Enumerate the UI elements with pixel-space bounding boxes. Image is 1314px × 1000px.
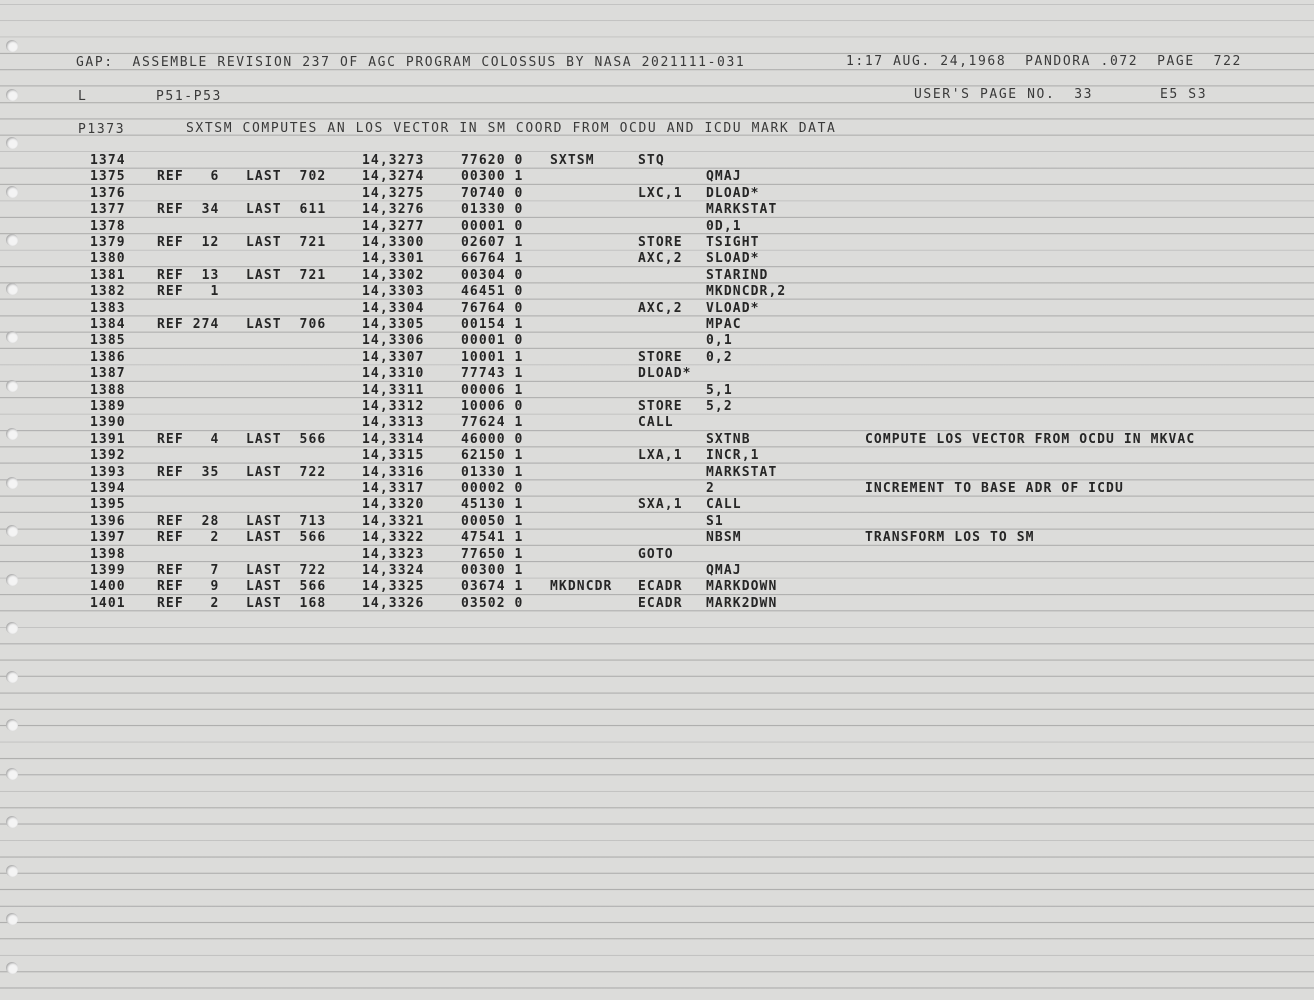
operand: 0,2 — [706, 349, 733, 365]
operand: MKDNCDR,2 — [706, 284, 787, 300]
ref-count: REF 28 — [157, 513, 220, 529]
octal-code: 46451 0 — [461, 284, 524, 300]
octal-code: 00050 1 — [461, 513, 524, 529]
ref-count: REF 4 — [157, 431, 220, 447]
operand: 2 — [706, 481, 715, 496]
ref-count: REF 274 — [157, 317, 220, 332]
line-number: 1389 — [90, 399, 126, 414]
line-number: 1376 — [90, 185, 126, 201]
line-number: 1397 — [90, 530, 126, 546]
last-ref: LAST 722 — [246, 464, 327, 480]
ref-count: REF 13 — [157, 267, 220, 283]
operand: STARIND — [706, 267, 769, 283]
address: 14,3305 — [362, 317, 425, 332]
octal-code: 76764 0 — [461, 300, 524, 316]
ref-count: REF 7 — [157, 563, 220, 578]
operand: 5,2 — [706, 399, 733, 414]
address: 14,3306 — [362, 333, 425, 349]
octal-code: 01330 1 — [461, 464, 524, 480]
address: 14,3310 — [362, 366, 425, 382]
octal-code: 70740 0 — [461, 185, 524, 201]
opcode: DLOAD* — [638, 366, 692, 382]
opcode: SXA,1 — [638, 497, 683, 513]
octal-code: 00154 1 — [461, 317, 524, 332]
last-ref: LAST 611 — [246, 202, 327, 218]
header-line-2-left: L — [78, 89, 88, 104]
address: 14,3314 — [362, 431, 425, 447]
opcode: LXA,1 — [638, 448, 683, 464]
line-number: 1393 — [90, 464, 126, 480]
table-row — [0, 482, 1314, 498]
address: 14,3301 — [362, 251, 425, 267]
operand: QMAJ — [706, 169, 742, 185]
line-number: 1400 — [90, 579, 126, 595]
octal-code: 66764 1 — [461, 251, 524, 267]
ref-count: REF 1 — [157, 284, 220, 300]
address: 14,3321 — [362, 513, 425, 529]
operand: MARKSTAT — [706, 464, 778, 480]
line-number: 1391 — [90, 431, 126, 447]
ref-count: REF 34 — [157, 202, 220, 218]
feed-hole — [6, 962, 18, 974]
table-row — [0, 203, 1314, 219]
operand: MARKDOWN — [706, 579, 778, 595]
address: 14,3304 — [362, 300, 425, 316]
table-row — [0, 564, 1314, 580]
opcode: LXC,1 — [638, 185, 683, 201]
opcode: STQ — [638, 153, 665, 168]
operand: MARKSTAT — [706, 202, 778, 218]
last-ref: LAST 168 — [246, 595, 327, 611]
table-row — [0, 285, 1314, 301]
line-number: 1375 — [90, 169, 126, 185]
comment: INCREMENT TO BASE ADR OF ICDU — [865, 481, 1124, 496]
opcode: CALL — [638, 415, 674, 431]
opcode: STORE — [638, 235, 683, 250]
table-row — [0, 384, 1314, 400]
address: 14,3316 — [362, 464, 425, 480]
feed-hole — [6, 719, 18, 731]
octal-code: 62150 1 — [461, 448, 524, 464]
feed-hole — [6, 89, 18, 101]
operand: 0,1 — [706, 333, 733, 349]
octal-code: 00300 1 — [461, 563, 524, 578]
operand: S1 — [706, 513, 724, 529]
address: 14,3312 — [362, 399, 425, 414]
feed-hole — [6, 622, 18, 634]
operand: SXTNB — [706, 431, 751, 447]
line-number: 1392 — [90, 448, 126, 464]
address: 14,3277 — [362, 218, 425, 234]
operand: QMAJ — [706, 563, 742, 578]
table-row — [0, 220, 1314, 236]
address: 14,3275 — [362, 185, 425, 201]
address: 14,3323 — [362, 546, 425, 562]
octal-code: 00001 0 — [461, 333, 524, 349]
address: 14,3326 — [362, 595, 425, 611]
operand: 0D,1 — [706, 218, 742, 234]
table-row — [0, 400, 1314, 416]
line-number: 1390 — [90, 415, 126, 431]
line-number: 1380 — [90, 251, 126, 267]
operand: SLOAD* — [706, 251, 760, 267]
last-ref: LAST 702 — [246, 169, 327, 185]
last-ref: LAST 566 — [246, 579, 327, 595]
octal-code: 00001 0 — [461, 218, 524, 234]
table-row — [0, 351, 1314, 367]
operand: DLOAD* — [706, 185, 760, 201]
address: 14,3300 — [362, 235, 425, 250]
last-ref: LAST 721 — [246, 235, 327, 250]
header-line-3-title: SXTSM COMPUTES AN LOS VECTOR IN SM COORD FROM OCDU AND ICDU MARK DATA — [186, 121, 837, 136]
table-row — [0, 236, 1314, 252]
feed-hole — [6, 865, 18, 877]
feed-hole — [6, 137, 18, 149]
table-row — [0, 433, 1314, 449]
operand: NBSM — [706, 530, 742, 546]
feed-hole — [6, 671, 18, 683]
table-row — [0, 154, 1314, 170]
table-row — [0, 252, 1314, 268]
operand: MARK2DWN — [706, 595, 778, 611]
line-number: 1385 — [90, 333, 126, 349]
header-page-code: E5 S3 — [1160, 87, 1208, 102]
opcode: STORE — [638, 399, 683, 414]
line-number: 1374 — [90, 153, 126, 168]
octal-code: 01330 0 — [461, 202, 524, 218]
address: 14,3325 — [362, 579, 425, 595]
operand: INCR,1 — [706, 448, 760, 464]
octal-code: 77620 0 — [461, 153, 524, 168]
address: 14,3317 — [362, 481, 425, 496]
address: 14,3313 — [362, 415, 425, 431]
octal-code: 77624 1 — [461, 415, 524, 431]
feed-hole — [6, 768, 18, 780]
opcode: AXC,2 — [638, 251, 683, 267]
line-number: 1377 — [90, 202, 126, 218]
opcode: GOTO — [638, 546, 674, 562]
ref-count: REF 12 — [157, 235, 220, 250]
address: 14,3315 — [362, 448, 425, 464]
octal-code: 00304 0 — [461, 267, 524, 283]
address: 14,3303 — [362, 284, 425, 300]
octal-code: 00300 1 — [461, 169, 524, 185]
operand: MPAC — [706, 317, 742, 332]
last-ref: LAST 706 — [246, 317, 327, 332]
line-number: 1394 — [90, 481, 126, 496]
octal-code: 03502 0 — [461, 595, 524, 611]
table-row — [0, 334, 1314, 350]
last-ref: LAST 713 — [246, 513, 327, 529]
octal-code: 02607 1 — [461, 235, 524, 250]
address: 14,3307 — [362, 349, 425, 365]
opcode: ECADR — [638, 579, 683, 595]
opcode: ECADR — [638, 595, 683, 611]
address: 14,3274 — [362, 169, 425, 185]
last-ref: LAST 721 — [246, 267, 327, 283]
address: 14,3302 — [362, 267, 425, 283]
octal-code: 45130 1 — [461, 497, 524, 513]
table-row — [0, 416, 1314, 432]
table-row — [0, 466, 1314, 482]
operand: 5,1 — [706, 382, 733, 398]
opcode: STORE — [638, 349, 683, 365]
symbol-label: SXTSM — [550, 153, 595, 168]
table-row — [0, 515, 1314, 531]
last-ref: LAST 566 — [246, 530, 327, 546]
octal-code: 03674 1 — [461, 579, 524, 595]
line-number: 1399 — [90, 563, 126, 578]
octal-code: 10001 1 — [461, 349, 524, 365]
line-number: 1388 — [90, 382, 126, 398]
octal-code: 00002 0 — [461, 481, 524, 496]
address: 14,3322 — [362, 530, 425, 546]
header-user-page: USER'S PAGE NO. 33 — [914, 87, 1094, 102]
last-ref: LAST 722 — [246, 563, 327, 578]
header-line-1-right: 1:17 AUG. 24,1968 PANDORA .072 PAGE 722 — [846, 54, 1242, 69]
line-number: 1384 — [90, 317, 126, 332]
line-number: 1382 — [90, 284, 126, 300]
address: 14,3320 — [362, 497, 425, 513]
feed-hole — [6, 913, 18, 925]
header-line-3-number: P1373 — [78, 122, 126, 137]
ref-count: REF 35 — [157, 464, 220, 480]
line-number: 1401 — [90, 595, 126, 611]
line-number: 1398 — [90, 546, 126, 562]
address: 14,3311 — [362, 382, 425, 398]
line-number: 1379 — [90, 235, 126, 250]
table-row — [0, 597, 1314, 613]
octal-code: 77650 1 — [461, 546, 524, 562]
table-row — [0, 318, 1314, 334]
address: 14,3273 — [362, 153, 425, 168]
ref-count: REF 2 — [157, 595, 220, 611]
feed-hole — [6, 40, 18, 52]
address: 14,3324 — [362, 563, 425, 578]
symbol-label: MKDNCDR — [550, 579, 613, 595]
table-row — [0, 269, 1314, 285]
line-number: 1386 — [90, 349, 126, 365]
octal-code: 77743 1 — [461, 366, 524, 382]
table-row — [0, 187, 1314, 203]
line-number: 1381 — [90, 267, 126, 283]
header-line-2-section: P51-P53 — [156, 89, 222, 104]
table-row — [0, 531, 1314, 547]
operand: CALL — [706, 497, 742, 513]
operand: VLOAD* — [706, 300, 760, 316]
ref-count: REF 6 — [157, 169, 220, 185]
line-number: 1387 — [90, 366, 126, 382]
octal-code: 00006 1 — [461, 382, 524, 398]
comment: COMPUTE LOS VECTOR FROM OCDU IN MKVAC — [865, 431, 1196, 447]
ref-count: REF 9 — [157, 579, 220, 595]
octal-code: 10006 0 — [461, 399, 524, 414]
octal-code: 47541 1 — [461, 530, 524, 546]
table-row — [0, 449, 1314, 465]
table-row — [0, 498, 1314, 514]
table-row — [0, 580, 1314, 596]
table-row — [0, 367, 1314, 383]
octal-code: 46000 0 — [461, 431, 524, 447]
last-ref: LAST 566 — [246, 431, 327, 447]
operand: TSIGHT — [706, 235, 760, 250]
opcode: AXC,2 — [638, 300, 683, 316]
line-number: 1383 — [90, 300, 126, 316]
table-row — [0, 548, 1314, 564]
ref-count: REF 2 — [157, 530, 220, 546]
feed-hole — [6, 816, 18, 828]
table-row — [0, 302, 1314, 318]
address: 14,3276 — [362, 202, 425, 218]
table-row — [0, 170, 1314, 186]
line-number: 1378 — [90, 218, 126, 234]
line-number: 1396 — [90, 513, 126, 529]
line-number: 1395 — [90, 497, 126, 513]
header-line-1-left: GAP: ASSEMBLE REVISION 237 OF AGC PROGRAM COLOSSUS BY NASA 2021111-031 — [76, 55, 746, 70]
comment: TRANSFORM LOS TO SM — [865, 530, 1035, 546]
